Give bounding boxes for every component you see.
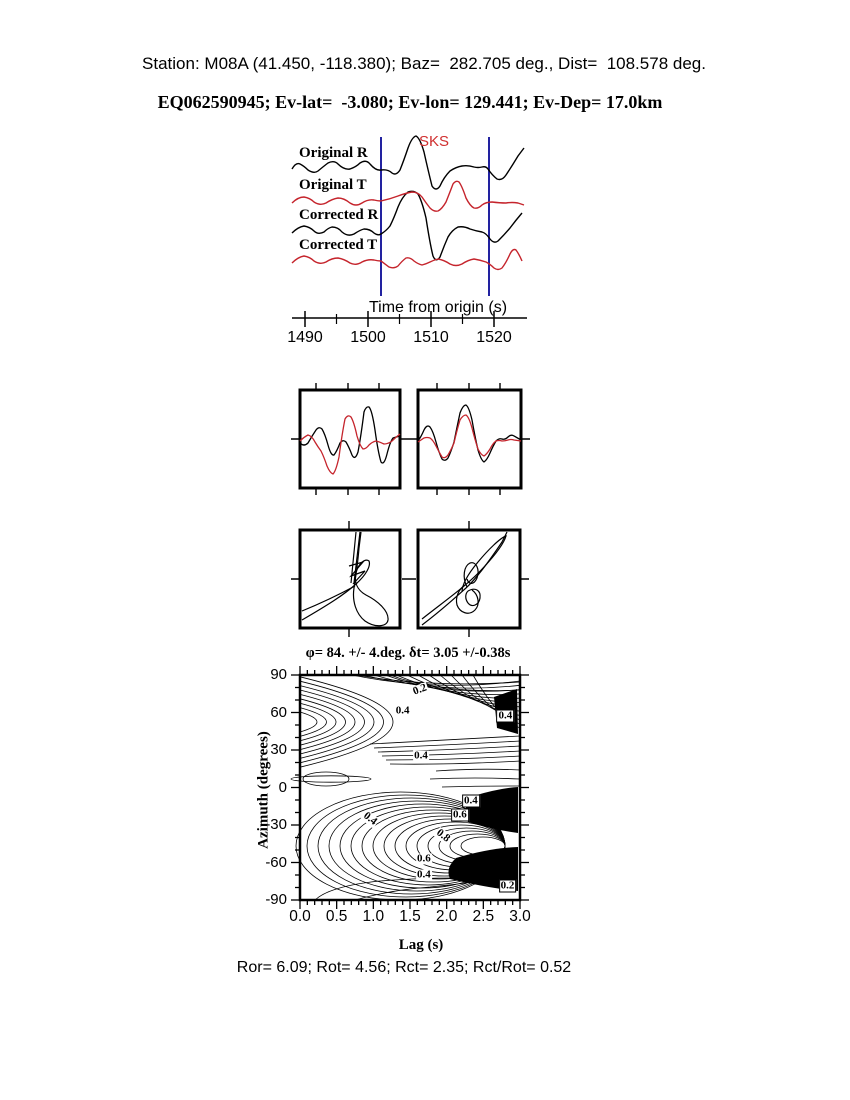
trace-label-original-t: Original T (299, 177, 367, 193)
fast-trace-uncorrected (300, 407, 400, 463)
contour-level-label: 0.6 (452, 808, 467, 821)
contour-level-label: 0.6 (417, 852, 431, 865)
splitting-result-title: φ= 84. +/- 4.deg. δt= 3.05 +/-0.38s (305, 645, 511, 661)
contour-x-tick-label: 0.0 (289, 908, 311, 925)
contour-y-tick-label: -30 (265, 816, 287, 833)
contour-level-label: 0.4 (417, 868, 431, 881)
contour-x-tick-label: 1.5 (399, 908, 421, 925)
pm-box-uncorrected (300, 530, 400, 628)
pm-curve-uncorrected (302, 532, 388, 626)
wave-box-uncorrected (300, 390, 400, 488)
slow-trace-corrected (418, 415, 521, 458)
contour-level-label: 0.2 (500, 879, 515, 892)
contour-line (303, 772, 349, 786)
contour-y-tick-label: 0 (278, 778, 287, 796)
fast-trace-corrected (418, 405, 521, 462)
contour-line (356, 675, 520, 684)
contour-level-label: 0.8 (434, 826, 453, 845)
contour-y-tick-label: 60 (270, 703, 287, 721)
contour-line (370, 736, 520, 744)
contour-line (300, 677, 393, 767)
contour-line (315, 878, 452, 900)
pm-box-ticks (291, 521, 529, 637)
quality-ratios-line: Ror= 6.09; Rot= 4.56; Rct= 2.35; Rct/Rot= 0.52 (236, 959, 572, 976)
analysis-window-lines (381, 137, 489, 296)
particle-motion-boxes (291, 521, 529, 637)
contour-line (382, 751, 520, 756)
sks-phase-label: SKS (419, 133, 450, 150)
contour-line (363, 675, 520, 688)
slow-trace-uncorrected (300, 416, 400, 474)
contour-line (300, 708, 327, 737)
contour-y-tick-label: -90 (265, 891, 287, 908)
contour-level-label: 0.4 (463, 794, 478, 807)
contour-line (300, 699, 346, 745)
contour-plot (291, 666, 529, 909)
trace-label-corrected-r: Corrected R (299, 207, 379, 223)
contour-x-tick-label: 0.5 (325, 908, 348, 925)
contour-level-label: 0.4 (414, 749, 428, 762)
wave-boxes-red (300, 415, 521, 474)
contour-line (442, 786, 520, 787)
contour-x-axis-title: Lag (s) (398, 937, 444, 953)
contour-line (300, 694, 355, 749)
contour-line (386, 756, 520, 760)
trace-label-original-r: Original R (299, 145, 368, 161)
contour-level-label: 0.4 (395, 704, 410, 717)
time-tick-label: 1510 (413, 329, 449, 346)
contour-y-tick-label: -60 (265, 853, 287, 871)
time-axis-title: Time from origin (s) (368, 299, 508, 316)
time-tick-label: 1500 (350, 329, 386, 346)
contour-line (436, 769, 520, 771)
trace-label-corrected-t: Corrected T (299, 237, 378, 253)
contour-y-tick-label: 90 (270, 666, 287, 683)
time-tick-label: 1520 (476, 329, 512, 346)
contour-line (390, 761, 520, 764)
contour-level-label: 0.2 (411, 681, 429, 698)
wave-boxes (291, 383, 530, 495)
contour-x-tick-label: 1.0 (362, 908, 385, 925)
contour-x-tick-label: 3.0 (509, 908, 531, 925)
pm-curve-corrected (422, 532, 507, 625)
contour-level-label: 0.4 (498, 709, 513, 722)
time-tick-label: 1490 (287, 329, 323, 346)
contour-y-tick-label: 30 (270, 741, 287, 758)
contour-line (430, 778, 520, 779)
contour-line (300, 712, 317, 732)
contour-y-axis-title: Azimuth (degrees) (255, 731, 272, 849)
contour-x-tick-label: 2.5 (472, 908, 495, 925)
event-info-line: EQ062590945; Ev-lat= -3.080; Ev-lon= 129.441; Ev-Dep= 17.0km (157, 92, 663, 112)
contour-x-tick-label: 2.0 (435, 908, 458, 925)
station-info-line: Station: M08A (41.450, -118.380); Baz= 282.705 deg., Dist= 108.578 deg. (142, 54, 706, 73)
contour-level-label: 0.4 (360, 809, 380, 828)
